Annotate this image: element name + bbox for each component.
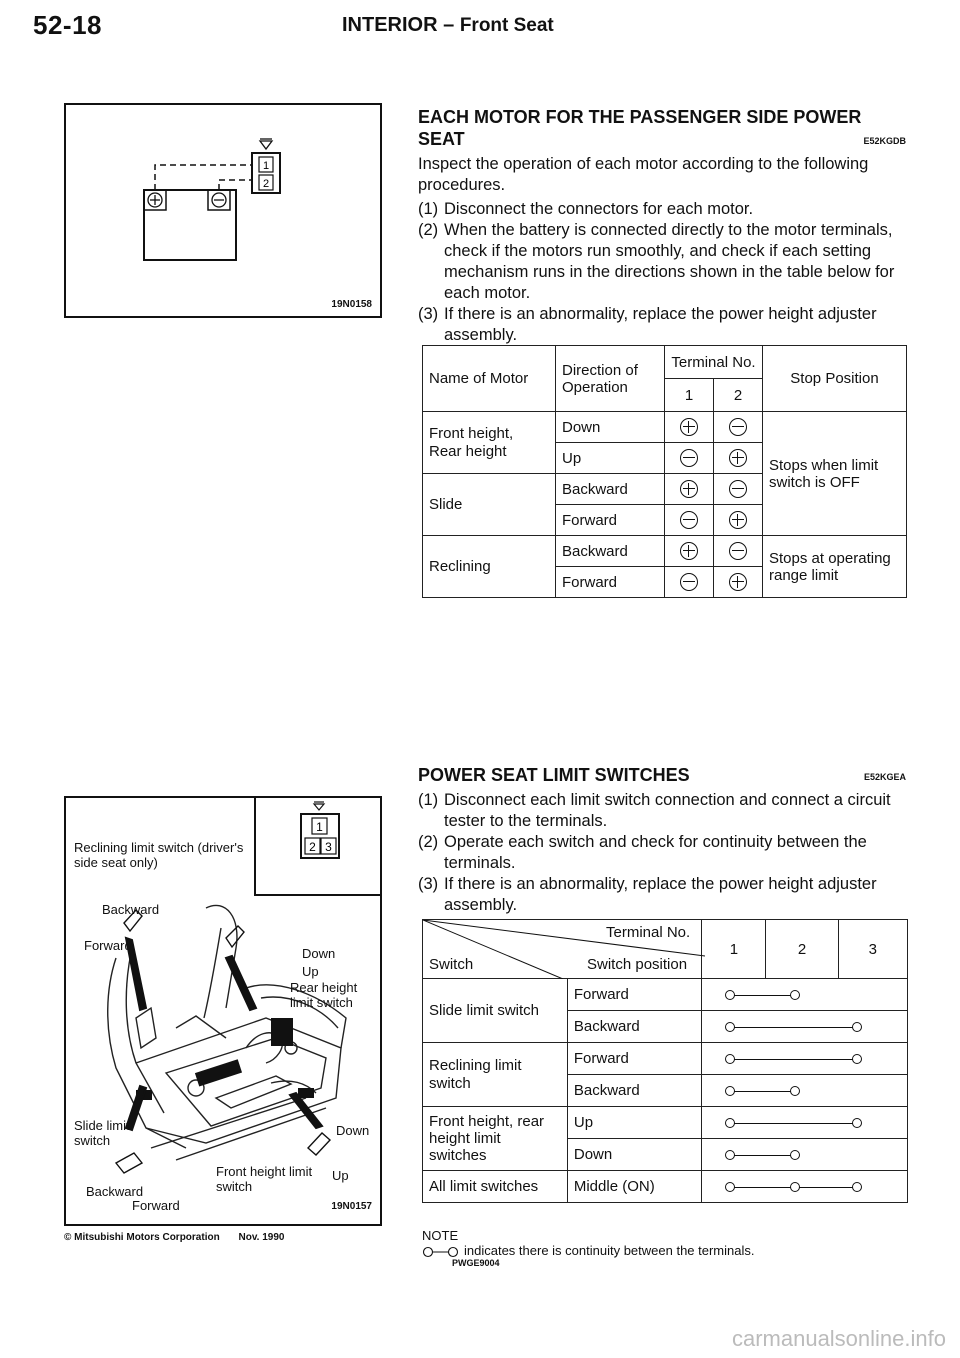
rear-height-switch-icon [226,926,244,947]
switch-position: Middle (ON) [567,1171,702,1203]
header-separator: – [443,14,455,36]
section-title [418,764,908,786]
terminal-1-dot [725,1118,735,1128]
subsection-name: Front Seat [459,15,554,36]
section-limit-switches [418,764,908,916]
figure-battery-connection [64,103,382,318]
step-text: When the battery is connected directly to the motor terminals, check if the motors run smoothly, and check if each setting mechanism runs in the directions shown in the table below for each motor. [444,221,895,302]
step-item [418,790,908,832]
note-text: indicates there is continuity between the terminals. [464,1243,755,1258]
terminal-1-dot [725,1150,735,1160]
watermark: carmanualsonline.info [731,1326,946,1351]
figure-code: 19N0157 [331,1201,372,1212]
terminal-2-dot [790,990,800,1000]
steps-list [418,790,908,916]
terminal-3-dot [852,1118,862,1128]
terminal-1-dot [725,1022,735,1032]
section-code: E52KGDB [863,136,906,146]
footer-copyright: © Mitsubishi Motors Corporation [64,1232,220,1243]
col-header-t2: 2 [766,920,838,979]
front-height-switch-icon [308,1133,330,1155]
step-text: Disconnect the connectors for each motor. [444,200,754,218]
figure-seat-limit-switches [64,796,382,1226]
col-header-t3: 3 [838,920,907,979]
minus-terminal-icon [680,449,698,467]
label-forward-top: Forward [84,938,132,953]
col-header-name: Name of Motor [423,346,556,412]
minus-terminal-icon [729,418,747,436]
stop-position: Stops at operating range limit [763,536,907,598]
label-down-bottom: Down [336,1123,370,1138]
battery-motor-diagram [66,105,380,316]
col-header-t1: 1 [702,920,766,979]
col-header-direction: Direction of Operation [556,346,665,412]
footer [64,1232,284,1243]
step-item [418,832,908,874]
label-forward-bottom: Forward [132,1198,180,1213]
table-row [423,1043,908,1075]
step-text: If there is an abnormality, replace the power height adjuster assembly. [444,875,877,914]
terminal-2-dot [790,1182,800,1192]
note-label: NOTE [422,1228,459,1243]
page-header-title [342,14,554,37]
step-number: (1) [418,200,439,218]
label-down-top: Down [302,946,336,961]
plus-terminal-icon [729,573,747,591]
direction: Backward [556,474,665,505]
switch-position: Forward [567,1043,702,1075]
direction: Backward [556,536,665,567]
continuity-symbol-icon [422,1246,460,1258]
plus-terminal-icon [680,480,698,498]
plus-terminal-icon [680,542,698,560]
switch-position: Down [567,1139,702,1171]
step-number: (2) [418,221,439,239]
label-front-height-switch: Front height limit switch [216,1164,313,1194]
switch-name: Front height, rear height limit switches [423,1107,568,1171]
switch-position: Up [567,1107,702,1139]
switch-position: Backward [567,1011,702,1043]
step-number: (2) [418,833,439,851]
minus-terminal-icon [729,480,747,498]
label-backward-top: Backward [102,902,160,917]
label-reclining-switch: Reclining limit switch (driver's side seat only) [74,840,244,870]
step-item [418,199,908,220]
minus-terminal-icon [680,573,698,591]
label-slide-limit-switch: Slide limit switch [74,1118,130,1148]
plus-terminal-icon [680,418,698,436]
pin-2: 2 [309,840,316,854]
direction: Up [556,443,665,474]
motor-name: Reclining [423,536,556,598]
terminal-2-dot [790,1086,800,1096]
switch-name: All limit switches [423,1171,568,1203]
label-backward-bottom: Backward [86,1184,144,1199]
switch-name: Reclining limit switch [423,1043,568,1107]
continuity-cell [702,1011,908,1043]
connector-pin-1: 1 [262,160,270,172]
table-row [423,979,908,1011]
table-row [423,412,907,443]
step-text: Operate each switch and check for continuity between the terminals. [444,833,867,872]
motor-name: Front height, Rear height [423,412,556,474]
header-switch: Switch [429,956,474,973]
plus-terminal-icon [729,511,747,529]
limit-switch-continuity-table [422,919,908,1203]
minus-terminal-icon [729,542,747,560]
connector-inset [254,796,382,896]
switch-position: Backward [567,1075,702,1107]
terminal-1-dot [725,1086,735,1096]
step-number: (3) [418,875,439,893]
slide-switch-icon [116,1153,142,1173]
step-text: If there is an abnormality, replace the power height adjuster assembly. [444,305,877,344]
col-header-t2: 2 [714,379,763,412]
connector-pin-2: 2 [262,178,270,190]
motor-name: Slide [423,474,556,536]
continuity-cell [702,1171,908,1203]
section-code: E52KGEA [863,772,906,782]
section-title [418,106,908,150]
terminal-1-dot [725,990,735,1000]
section-passenger-motor [418,106,908,346]
label-rear-height-switch: Rear height limit switch [290,980,358,1010]
note-line [422,1243,755,1258]
steps-list [418,199,908,346]
step-item [418,304,908,346]
label-up-top: Up [302,964,319,979]
note-code: PWGE9004 [452,1258,500,1268]
step-item [418,220,908,304]
continuity-cell [702,1043,908,1075]
step-number: (3) [418,305,439,323]
step-item [418,874,908,916]
pin-1: 1 [316,820,323,834]
header-switch-position: Switch position [587,956,688,973]
plus-terminal-icon [729,449,747,467]
note-block [422,1228,755,1268]
col-header-t1: 1 [665,379,714,412]
section-intro: Inspect the operation of each motor according to the following procedures. [418,155,869,194]
direction: Forward [556,567,665,598]
terminal-3-dot [852,1054,862,1064]
terminal-1-dot [725,1182,735,1192]
continuity-cell [702,1075,908,1107]
corner-header-cell [423,920,702,979]
step-text: Disconnect each limit switch connection and connect a circuit tester to the terminals. [444,791,891,830]
direction: Forward [556,505,665,536]
minus-terminal-icon [680,511,698,529]
switch-name: Slide limit switch [423,979,568,1043]
footer-date: Nov. 1990 [238,1232,285,1243]
col-header-stop: Stop Position [763,346,907,412]
terminal-2-dot [790,1150,800,1160]
continuity-cell [702,1139,908,1171]
pin-3: 3 [325,840,332,854]
continuity-cell [702,979,908,1011]
stop-position: Stops when limit switch is OFF [763,412,907,536]
motor-operation-table [422,345,907,598]
terminal-3-dot [852,1182,862,1192]
figure-code: 19N0158 [331,299,372,310]
section-title-text: EACH MOTOR FOR THE PASSENGER SIDE POWER SEAT [418,107,862,149]
direction: Down [556,412,665,443]
col-header-terminal: Terminal No. [665,346,763,379]
table-row [423,1171,908,1203]
label-up-bottom: Up [332,1168,349,1183]
switch-position: Forward [567,979,702,1011]
page-number: 52-18 [33,10,102,40]
section-name: INTERIOR [342,14,438,36]
terminal-1-dot [725,1054,735,1064]
step-number: (1) [418,791,439,809]
header-terminal-no: Terminal No. [606,924,691,941]
continuity-cell [702,1107,908,1139]
table-row [423,536,907,567]
section-title-text: POWER SEAT LIMIT SWITCHES [418,765,690,785]
terminal-3-dot [852,1022,862,1032]
table-row [423,1107,908,1139]
